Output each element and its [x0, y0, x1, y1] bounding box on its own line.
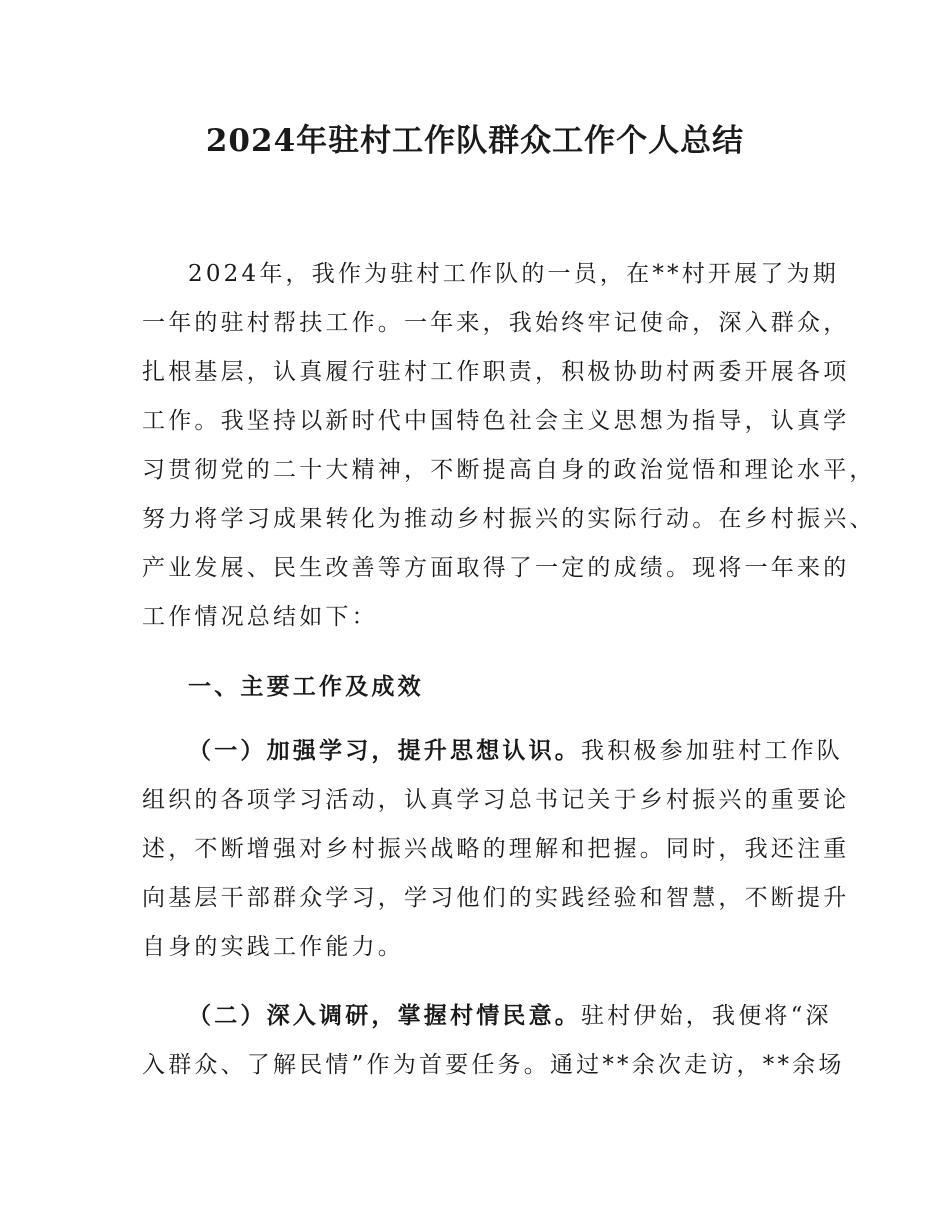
intro-line-4: 工作。我坚持以新时代中国特色社会主义思想为指导，认真学 — [142, 408, 850, 434]
intro-line-8: 工作情况总结如下： — [142, 604, 378, 630]
sub1-line-5: 自身的实践工作能力。 — [142, 934, 404, 960]
intro-line-3: 扎根基层，认真履行驻村工作职责，积极协助村两委开展各项 — [142, 359, 850, 385]
intro-line-5: 习贯彻党的二十大精神，不断提高自身的政治觉悟和理论水平， — [142, 457, 876, 483]
sub1-line-3: 述，不断增强对乡村振兴战略的理解和把握。同时，我还注重 — [142, 836, 850, 862]
intro-line-6: 努力将学习成果转化为推动乡村振兴的实际行动。在乡村振兴、 — [142, 506, 876, 532]
sub2-line-2: 入群众、了解民情”作为首要任务。通过**余次走访，**余场 — [142, 1052, 845, 1078]
document-title: 2024年驻村工作队群众工作个人总结 — [205, 123, 745, 159]
intro-line-7: 产业发展、民生改善等方面取得了一定的成绩。现将一年来的 — [142, 555, 850, 581]
intro-line-2: 一年的驻村帮扶工作。一年来，我始终牢记使命，深入群众， — [142, 310, 850, 336]
section-heading: 一、主要工作及成效 — [188, 673, 424, 700]
sub1-first-line-text: 我积极参加驻村工作队 — [581, 738, 843, 764]
sub1-first-line — [188, 734, 843, 768]
sub1-line-4: 向基层干部群众学习，学习他们的实践经验和智慧，不断提升 — [142, 885, 850, 911]
sub2-first-line-text: 驻村伊始，我便将“深 — [581, 1003, 832, 1029]
sub2-first-line — [188, 999, 832, 1033]
sub1-line-2: 组织的各项学习活动，认真学习总书记关于乡村振兴的重要论 — [142, 787, 850, 813]
sub2-heading: （二）深入调研，掌握村情民意。 — [188, 1002, 581, 1029]
intro-line-1: 2024年，我作为驻村工作队的一员，在**村开展了为期 — [188, 261, 839, 287]
sub1-heading: （一）加强学习，提升思想认识。 — [188, 737, 581, 764]
